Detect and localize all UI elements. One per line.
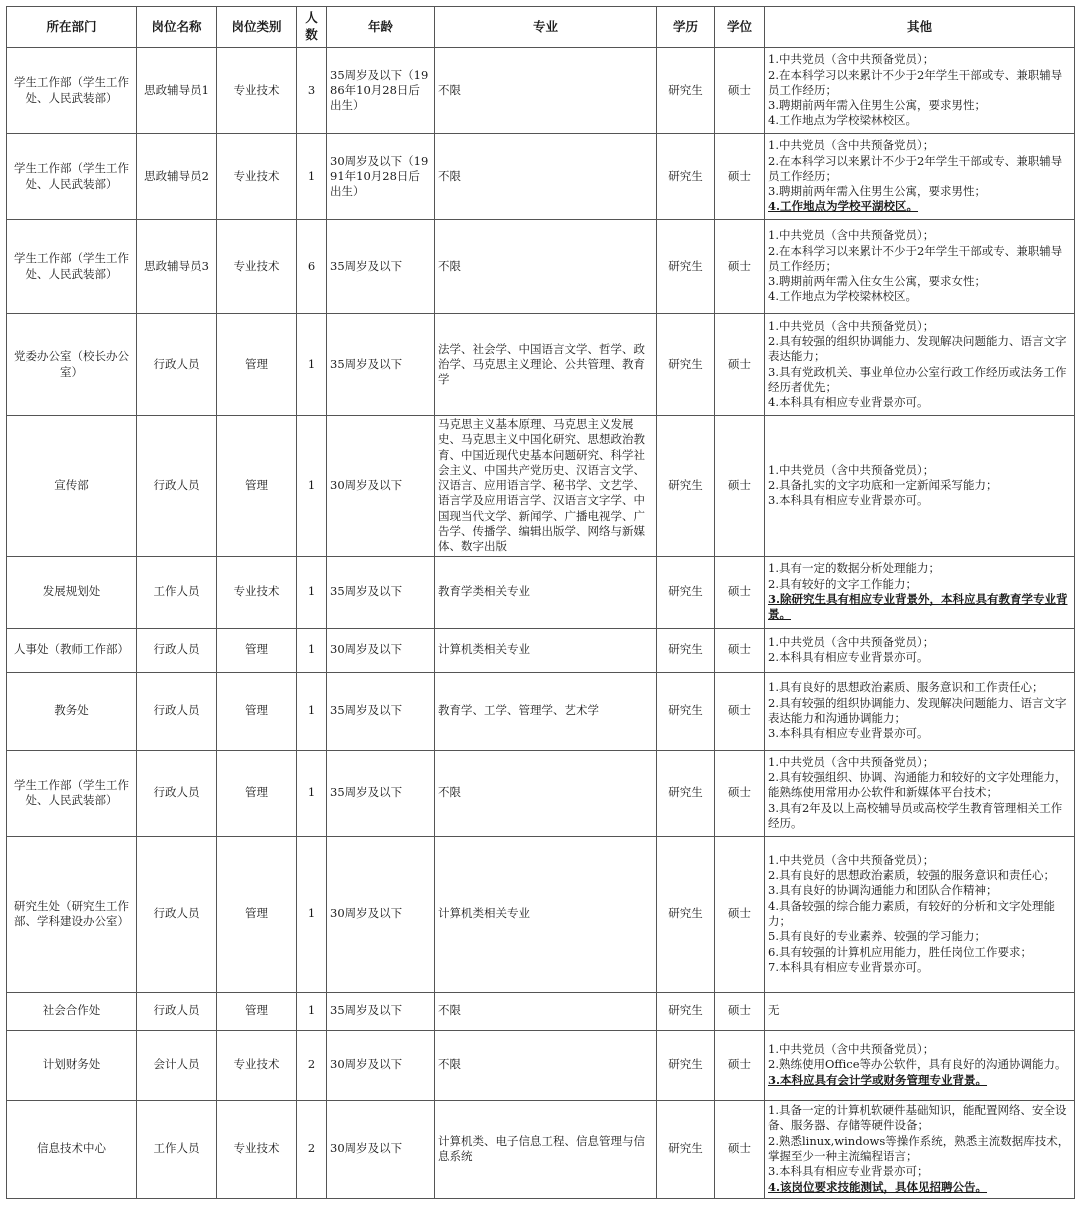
table-row — [7, 48, 1075, 134]
major-cell: 法学、社会学、中国语言文学、哲学、政治学、马克思主义理论、公共管理、教育学 — [435, 314, 657, 416]
degree-cell: 硕士 — [715, 628, 765, 672]
count-cell: 1 — [297, 672, 327, 750]
count-cell: 2 — [297, 1100, 327, 1198]
education-cell: 研究生 — [657, 992, 715, 1030]
education-cell: 研究生 — [657, 1030, 715, 1100]
major-cell: 不限 — [435, 1030, 657, 1100]
requirement-line: 2.熟悉linux,windows等操作系统，熟悉主流数据库技术，掌握至少一种主流编程语言； — [768, 1133, 1070, 1164]
other-cell — [765, 416, 1075, 557]
other-cell — [765, 314, 1075, 416]
requirement-line: 3.本科具有相应专业背景亦可。 — [768, 726, 929, 741]
header-degree: 学位 — [715, 7, 765, 48]
dept-cell: 党委办公室（校长办公室） — [7, 314, 137, 416]
major-cell: 教育学、工学、管理学、艺术学 — [435, 672, 657, 750]
count-cell: 1 — [297, 992, 327, 1030]
requirement-line: 1.具有良好的思想政治素质、服务意识和工作责任心； — [768, 680, 1044, 695]
header-major: 专业 — [435, 7, 657, 48]
post-cell: 思政辅导员1 — [137, 48, 217, 134]
category-cell: 专业技术 — [217, 48, 297, 134]
requirement-line: 3.本科应具有会计学或财务管理专业背景。 — [768, 1072, 988, 1087]
degree-cell: 硕士 — [715, 836, 765, 992]
education-cell: 研究生 — [657, 48, 715, 134]
degree-cell: 硕士 — [715, 416, 765, 557]
dept-cell: 教务处 — [7, 672, 137, 750]
table-row — [7, 134, 1075, 220]
dept-cell: 人事处（教师工作部） — [7, 628, 137, 672]
dept-cell: 学生工作部（学生工作处、人民武装部） — [7, 220, 137, 314]
requirement-line: 1.中共党员（含中共预备党员）； — [768, 318, 935, 333]
degree-cell: 硕士 — [715, 992, 765, 1030]
requirement-line: 2.熟练使用Office等办公软件，具有良好的沟通协调能力。 — [768, 1057, 1067, 1072]
other-cell — [765, 134, 1075, 220]
other-cell — [765, 48, 1075, 134]
major-cell: 不限 — [435, 750, 657, 836]
major-cell: 不限 — [435, 134, 657, 220]
category-cell: 专业技术 — [217, 134, 297, 220]
requirement-line: 1.中共党员（含中共预备党员）； — [768, 462, 935, 477]
requirement-line: 4.工作地点为学校梁林校区。 — [768, 113, 917, 128]
degree-cell: 硕士 — [715, 672, 765, 750]
age-cell: 30周岁及以下 — [327, 1030, 435, 1100]
age-cell: 35周岁及以下 — [327, 750, 435, 836]
header-education: 学历 — [657, 7, 715, 48]
major-cell: 马克思主义基本原理、马克思主义发展史、马克思主义中国化研究、思想政治教育、中国近现代史基本问题研究、科学社会主义、中国共产党历史、汉语言文学、汉语言、应用语言学、秘书学、文艺学、语言学及应用语言学、汉语言文字学、中国现当代文学、新闻学、广播电视学、广告学、传播学、编辑出版学、网络与新媒体、数字出版 — [435, 416, 657, 557]
post-cell: 行政人员 — [137, 672, 217, 750]
dept-cell: 学生工作部（学生工作处、人民武装部） — [7, 134, 137, 220]
age-cell: 35周岁及以下 — [327, 220, 435, 314]
degree-cell: 硕士 — [715, 750, 765, 836]
requirement-line: 3.具有2年及以上高校辅导员或高校学生教育管理相关工作经历。 — [768, 800, 1063, 830]
requirement-line: 1.中共党员（含中共预备党员）； — [768, 1042, 935, 1057]
age-cell: 35周岁及以下 — [327, 672, 435, 750]
requirement-line: 3.除研究生具有相应专业背景外，本科应具有教育学专业背景。 — [768, 592, 1068, 622]
category-cell: 管理 — [217, 314, 297, 416]
requirement-line: 3.聘期前两年需入住男生公寓，要求男性； — [768, 184, 986, 199]
table-row — [7, 750, 1075, 836]
other-cell — [765, 750, 1075, 836]
header-post: 岗位名称 — [137, 7, 217, 48]
requirement-line: 2.具有较好的文字工作能力； — [768, 576, 917, 591]
post-cell: 行政人员 — [137, 416, 217, 557]
table-row — [7, 672, 1075, 750]
requirement-line: 3.聘期前两年需入住女生公寓，要求女性； — [768, 274, 986, 289]
major-cell: 计算机类、电子信息工程、信息管理与信息系统 — [435, 1100, 657, 1198]
requirement-line: 1.中共党员（含中共预备党员）； — [768, 852, 935, 867]
degree-cell: 硕士 — [715, 134, 765, 220]
post-cell: 行政人员 — [137, 992, 217, 1030]
other-cell — [765, 556, 1075, 628]
requirement-line: 3.本科具有相应专业背景亦可； — [768, 1164, 929, 1179]
requirement-line: 6.具有较强的计算机应用能力，胜任岗位工作要求； — [768, 944, 1032, 959]
degree-cell: 硕士 — [715, 1100, 765, 1198]
table-row — [7, 416, 1075, 557]
other-cell — [765, 672, 1075, 750]
requirement-line: 3.聘期前两年需入住男生公寓，要求男性； — [768, 98, 986, 113]
count-cell: 6 — [297, 220, 327, 314]
major-cell: 不限 — [435, 48, 657, 134]
category-cell: 专业技术 — [217, 556, 297, 628]
requirement-line: 2.在本科学习以来累计不少于2年学生干部或专、兼职辅导员工作经历； — [768, 67, 1063, 97]
count-cell: 1 — [297, 134, 327, 220]
other-cell — [765, 220, 1075, 314]
requirement-line: 2.具有较强的组织协调能力、发现解决问题能力、语言文字表达能力和沟通协调能力； — [768, 695, 1067, 726]
education-cell: 研究生 — [657, 134, 715, 220]
count-cell: 1 — [297, 416, 327, 557]
requirement-line: 4.工作地点为学校平湖校区。 — [768, 199, 919, 214]
requirement-line: 1.具有一定的数据分析处理能力； — [768, 561, 940, 576]
degree-cell: 硕士 — [715, 1030, 765, 1100]
requirement-line: 2.具有较强的组织协调能力、发现解决问题能力、语言文字表达能力； — [768, 333, 1067, 364]
requirement-line: 7.本科具有相应专业背景亦可。 — [768, 959, 929, 974]
education-cell: 研究生 — [657, 220, 715, 314]
dept-cell: 宣传部 — [7, 416, 137, 557]
post-cell: 行政人员 — [137, 836, 217, 992]
dept-cell: 学生工作部（学生工作处、人民武装部） — [7, 750, 137, 836]
requirement-line: 2.具有良好的思想政治素质，较强的服务意识和责任心； — [768, 868, 1055, 883]
category-cell: 专业技术 — [217, 1100, 297, 1198]
degree-cell: 硕士 — [715, 48, 765, 134]
dept-cell: 计划财务处 — [7, 1030, 137, 1100]
header-dept: 所在部门 — [7, 7, 137, 48]
requirement-line: 1.具备一定的计算机软硬件基础知识，能配置网络、安全设备、服务器、存储等硬件设备； — [768, 1103, 1067, 1133]
requirement-line: 2.在本科学习以来累计不少于2年学生干部或专、兼职辅导员工作经历； — [768, 153, 1063, 183]
age-cell: 30周岁及以下 — [327, 628, 435, 672]
header-count: 人数 — [297, 7, 327, 48]
age-cell: 30周岁及以下 — [327, 836, 435, 992]
header-category: 岗位类别 — [217, 7, 297, 48]
table-row — [7, 220, 1075, 314]
recruitment-table — [6, 6, 1075, 1199]
requirement-line: 5.具有良好的专业素养、较强的学习能力； — [768, 929, 986, 944]
requirement-line: 2.具有较强组织、协调、沟通能力和较好的文字处理能力，能熟练使用常用办公软件和新媒体平台技术； — [768, 770, 1067, 800]
table-body — [7, 48, 1075, 1199]
dept-cell: 发展规划处 — [7, 556, 137, 628]
post-cell: 思政辅导员3 — [137, 220, 217, 314]
education-cell: 研究生 — [657, 836, 715, 992]
requirement-line: 2.具备扎实的文字功底和一定新闻采写能力； — [768, 478, 998, 493]
requirement-line: 1.中共党员（含中共预备党员）； — [768, 52, 935, 67]
other-cell — [765, 1030, 1075, 1100]
other-cell — [765, 836, 1075, 992]
other-cell — [765, 992, 1075, 1030]
other-cell — [765, 628, 1075, 672]
table-row — [7, 314, 1075, 416]
education-cell: 研究生 — [657, 750, 715, 836]
requirement-line: 4.工作地点为学校梁林校区。 — [768, 289, 917, 304]
count-cell: 1 — [297, 556, 327, 628]
major-cell: 计算机类相关专业 — [435, 836, 657, 992]
age-cell: 35周岁及以下 — [327, 992, 435, 1030]
requirement-line: 1.中共党员（含中共预备党员）； — [768, 228, 935, 243]
post-cell: 行政人员 — [137, 628, 217, 672]
education-cell: 研究生 — [657, 556, 715, 628]
education-cell: 研究生 — [657, 628, 715, 672]
count-cell: 3 — [297, 48, 327, 134]
category-cell: 管理 — [217, 836, 297, 992]
dept-cell: 社会合作处 — [7, 992, 137, 1030]
major-cell: 教育学类相关专业 — [435, 556, 657, 628]
dept-cell: 学生工作部（学生工作处、人民武装部） — [7, 48, 137, 134]
post-cell: 工作人员 — [137, 1100, 217, 1198]
age-cell: 30周岁及以下 — [327, 416, 435, 557]
age-cell: 35周岁及以下（1986年10月28日后出生） — [327, 48, 435, 134]
major-cell: 计算机类相关专业 — [435, 628, 657, 672]
other-cell — [765, 1100, 1075, 1198]
header-age: 年龄 — [327, 7, 435, 48]
post-cell: 工作人员 — [137, 556, 217, 628]
age-cell: 30周岁及以下（1991年10月28日后出生） — [327, 134, 435, 220]
degree-cell: 硕士 — [715, 314, 765, 416]
requirement-line: 1.中共党员（含中共预备党员）； — [768, 754, 935, 769]
education-cell: 研究生 — [657, 416, 715, 557]
requirement-line: 4.具备较强的综合能力素质，有较好的分析和文字处理能力； — [768, 898, 1055, 929]
education-cell: 研究生 — [657, 672, 715, 750]
requirement-line: 4.本科具有相应专业背景亦可。 — [768, 395, 929, 410]
degree-cell: 硕士 — [715, 220, 765, 314]
table-row — [7, 1100, 1075, 1198]
table-row — [7, 628, 1075, 672]
requirement-line: 4.该岗位要求技能测试，具体见招聘公告。 — [768, 1179, 988, 1194]
age-cell: 35周岁及以下 — [327, 556, 435, 628]
requirement-line: 2.在本科学习以来累计不少于2年学生干部或专、兼职辅导员工作经历； — [768, 243, 1063, 273]
table-row — [7, 1030, 1075, 1100]
requirement-line: 无 — [768, 1003, 780, 1018]
category-cell: 管理 — [217, 992, 297, 1030]
requirement-line: 1.中共党员（含中共预备党员）； — [768, 634, 935, 649]
post-cell: 思政辅导员2 — [137, 134, 217, 220]
category-cell: 管理 — [217, 416, 297, 557]
dept-cell: 信息技术中心 — [7, 1100, 137, 1198]
category-cell: 管理 — [217, 628, 297, 672]
category-cell: 专业技术 — [217, 1030, 297, 1100]
count-cell: 1 — [297, 836, 327, 992]
table-row — [7, 992, 1075, 1030]
category-cell: 管理 — [217, 750, 297, 836]
requirement-line: 2.本科具有相应专业背景亦可。 — [768, 650, 929, 665]
category-cell: 专业技术 — [217, 220, 297, 314]
degree-cell: 硕士 — [715, 556, 765, 628]
major-cell: 不限 — [435, 992, 657, 1030]
count-cell: 1 — [297, 750, 327, 836]
requirement-line: 1.中共党员（含中共预备党员）； — [768, 138, 935, 153]
count-cell: 2 — [297, 1030, 327, 1100]
requirement-line: 3.具有良好的协调沟通能力和团队合作精神； — [768, 883, 998, 898]
education-cell: 研究生 — [657, 1100, 715, 1198]
education-cell: 研究生 — [657, 314, 715, 416]
count-cell: 1 — [297, 314, 327, 416]
post-cell: 会计人员 — [137, 1030, 217, 1100]
major-cell: 不限 — [435, 220, 657, 314]
dept-cell: 研究生处（研究生工作部、学科建设办公室） — [7, 836, 137, 992]
table-row — [7, 836, 1075, 992]
post-cell: 行政人员 — [137, 314, 217, 416]
table-row — [7, 556, 1075, 628]
header-row — [7, 7, 1075, 48]
requirement-line: 3.具有党政机关、事业单位办公室行政工作经历或法务工作经历者优先； — [768, 364, 1067, 394]
header-other: 其他 — [765, 7, 1075, 48]
count-cell: 1 — [297, 628, 327, 672]
category-cell: 管理 — [217, 672, 297, 750]
post-cell: 行政人员 — [137, 750, 217, 836]
age-cell: 35周岁及以下 — [327, 314, 435, 416]
requirement-line: 3.本科具有相应专业背景亦可。 — [768, 493, 929, 508]
age-cell: 30周岁及以下 — [327, 1100, 435, 1198]
